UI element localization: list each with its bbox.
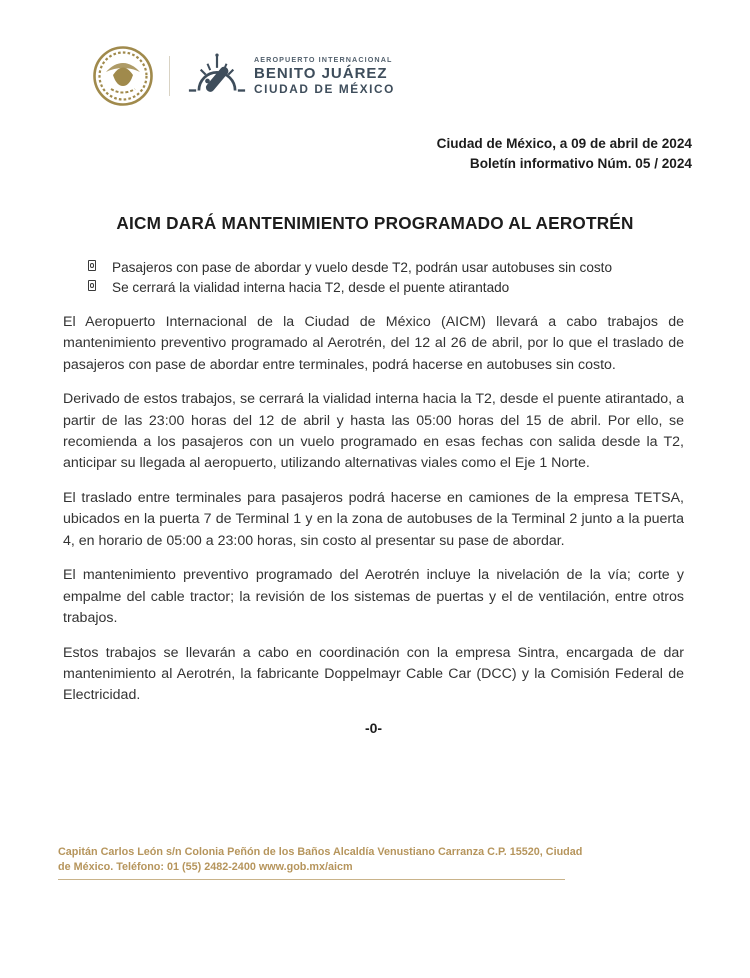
logo-divider <box>169 56 170 96</box>
page-title: AICM DARÁ MANTENIMIENTO PROGRAMADO AL AEROTRÉN <box>116 212 634 233</box>
footer-address <box>58 845 618 880</box>
dateline <box>0 134 750 175</box>
footer-address-line: de México. Teléfono: 01 (55) 2482-2400 www.gob.mx/aicm <box>58 860 353 873</box>
bullet-text: Se cerrará la vialidad interna hacia T2, desde el puente atirantado <box>112 279 510 295</box>
dateline-bulletin-number: Boletín informativo Núm. 05 / 2024 <box>469 156 692 172</box>
body-text <box>63 312 684 736</box>
bullet-text: Pasajeros con pase de abordar y vuelo desde T2, podrán usar autobuses sin costo <box>112 259 613 275</box>
end-mark: -0- <box>364 719 383 736</box>
dateline-date: Ciudad de México, a 09 de abril de 2024 <box>436 136 692 151</box>
paragraph: El mantenimiento preventivo programado del Aerotrén incluye la nivelación de la vía; corte y empalme del cable tractor; la revisión de los sistemas de puertas y el de ventilación, entre otros trabajos. <box>63 567 684 627</box>
logo-line-benito-juarez: BENITO JUÁREZ <box>254 65 388 83</box>
paragraph: Derivado de estos trabajos, se cerrará la vialidad interna hacia la T2, desde el puente atirantado, a partir de las 23:00 horas del 12 de abril y hasta las 05:00 horas del 15 de abril. Por ello, se recomienda a los pasajeros con un vuelo programado en esas fechas con salida desde la T2, anticipar su llegada al aeropuerto, utilizando alternativas viales como el Eje 1 Norte. <box>63 391 684 472</box>
logo-line-airport: AEROPUERTO INTERNACIONAL <box>254 54 393 64</box>
semar-seal-icon <box>91 45 155 107</box>
list-item <box>88 278 684 297</box>
footer-address-line: Capitán Carlos León s/n Colonia Peñón de los Baños Alcaldía Venustiano Carranza C.P. 15520, Ciudad <box>58 846 583 858</box>
footer-rule <box>58 879 565 880</box>
missing-glyph-bullet-icon <box>88 260 96 271</box>
aicm-logo-text <box>254 56 395 96</box>
aicm-logo-icon <box>188 51 246 101</box>
header-logos <box>91 44 750 108</box>
logo-line-cdmx: CIUDAD DE MÉXICO <box>254 81 395 96</box>
summary-bullets <box>88 258 684 297</box>
missing-glyph-bullet-icon <box>88 280 96 291</box>
paragraph: El Aeropuerto Internacional de la Ciudad de México (AICM) llevará a cabo trabajos de mantenimiento preventivo programado al Aerotrén, del 12 al 26 de abril, por lo que el traslado de pasajeros con pase de abordar entre terminales, podrá hacerse en autobuses sin costo. <box>63 313 684 373</box>
list-item <box>88 258 684 277</box>
paragraph: El traslado entre terminales para pasajeros podrá hacerse en camiones de la empresa TETSA, ubicados en la puerta 7 de Terminal 1 y en la zona de autobuses de la Terminal 2 junto a la puerta 4, en horario de 05:00 a 23:00 horas, sin costo al presentar su pase de abordar. <box>63 489 684 549</box>
paragraph: Estos trabajos se llevarán a cabo en coordinación con la empresa Sintra, encargada de dar mantenimiento al Aerotrén, la fabricante Doppelmayr Cable Car (DCC) y la Comisión Federal de Electricidad. <box>63 644 684 704</box>
